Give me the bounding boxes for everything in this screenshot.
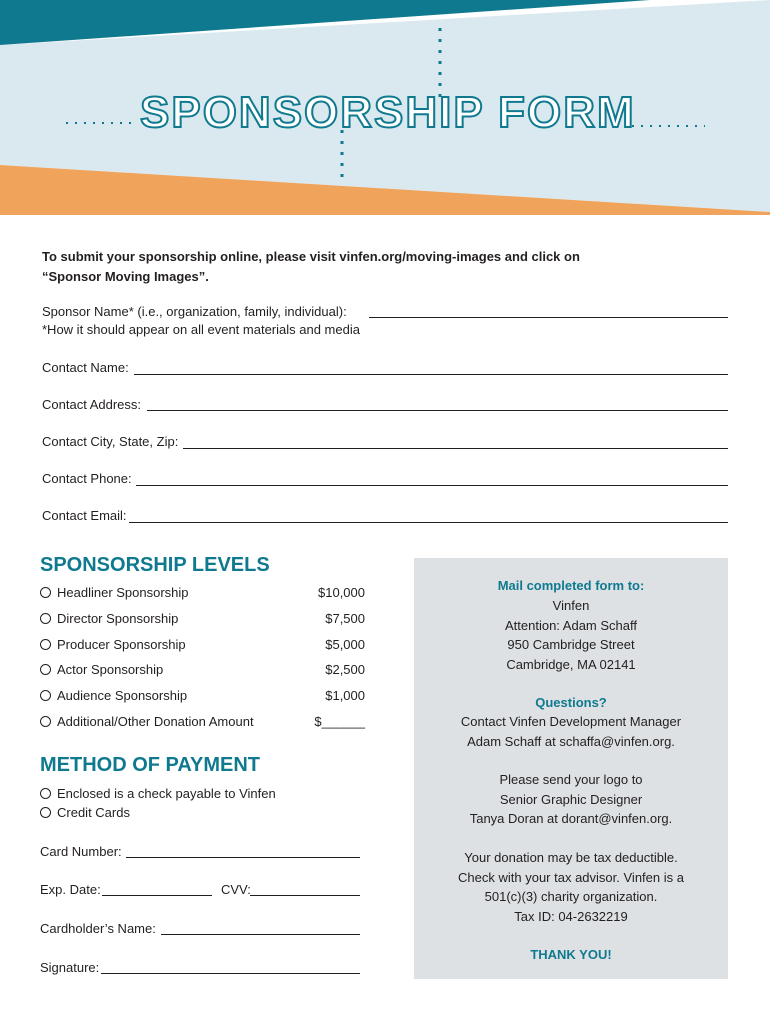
- other-amount-field[interactable]: $______: [314, 714, 365, 729]
- level-amount: $2,500: [325, 662, 365, 677]
- level-option[interactable]: [40, 611, 178, 626]
- payment-option-label: Credit Cards: [57, 805, 130, 820]
- sponsor-name-label: Sponsor Name* (i.e., organization, family, individual):: [42, 304, 347, 319]
- contact-email-label: Contact Email:: [42, 508, 127, 523]
- contact-address-field[interactable]: [147, 410, 728, 411]
- sponsor-name-note: *How it should appear on all event materials and media: [42, 322, 360, 337]
- signature-label: Signature:: [40, 960, 100, 975]
- level-label: Additional/Other Donation Amount: [57, 714, 254, 729]
- mail-address-line: Cambridge, MA 02141: [506, 656, 636, 672]
- logo-line: Senior Graphic Designer: [499, 791, 643, 807]
- card-number-label: Card Number:: [40, 844, 122, 859]
- level-label: Director Sponsorship: [57, 611, 179, 626]
- level-amount: $1,000: [325, 688, 365, 703]
- contact-city-label: Contact City, State, Zip:: [42, 434, 179, 449]
- contact-email-field[interactable]: [129, 522, 728, 523]
- intro-line-2: “Sponsor Moving Images”.: [42, 269, 209, 284]
- signature-field[interactable]: [101, 973, 360, 974]
- questions-heading: Questions?: [535, 695, 607, 710]
- level-amount: $7,500: [325, 611, 365, 626]
- mail-info-box: [414, 558, 728, 979]
- contact-city-field[interactable]: [183, 448, 728, 449]
- thank-you: THANK YOU!: [530, 947, 612, 962]
- intro-line-1: To submit your sponsorship online, please visit vinfen.org/moving-images and click on: [42, 249, 580, 264]
- contact-phone-label: Contact Phone:: [42, 471, 132, 486]
- level-option[interactable]: [40, 662, 163, 677]
- cardholder-name-label: Cardholder’s Name:: [40, 921, 156, 936]
- radio-circle-icon[interactable]: [40, 664, 51, 675]
- level-label: Audience Sponsorship: [57, 688, 188, 703]
- payment-option-label: Enclosed is a check payable to Vinfen: [57, 786, 276, 801]
- tax-line: 501(c)(3) charity organization.: [484, 889, 658, 904]
- contact-name-label: Contact Name:: [42, 360, 129, 375]
- tax-line: Check with your tax advisor. Vinfen is a: [458, 869, 684, 885]
- mail-heading: Mail completed form to:: [497, 578, 645, 593]
- radio-circle-icon[interactable]: [40, 807, 51, 818]
- level-option[interactable]: [40, 637, 186, 652]
- tax-line: Your donation may be tax deductible.: [464, 850, 678, 865]
- level-option[interactable]: [40, 585, 189, 600]
- exp-date-label: Exp. Date:: [40, 882, 101, 897]
- questions-line: Contact Vinfen Development Manager: [460, 714, 682, 729]
- intro-text: [42, 247, 662, 287]
- sponsor-name-field[interactable]: [369, 317, 728, 318]
- page-title: SPONSORSHIP FORM: [140, 88, 636, 137]
- questions-line: Adam Schaff at schaffa@vinfen.org.: [467, 733, 675, 749]
- mail-address-line: Attention: Adam Schaff: [504, 617, 637, 633]
- cvv-label: CVV:: [221, 882, 251, 897]
- level-label: Actor Sponsorship: [57, 662, 164, 677]
- tax-line: Tax ID: 04-2632219: [514, 908, 628, 924]
- exp-date-field[interactable]: [102, 895, 212, 896]
- payment-option-check[interactable]: [40, 786, 276, 801]
- logo-line: Tanya Doran at dorant@vinfen.org.: [469, 811, 673, 826]
- radio-circle-icon[interactable]: [40, 639, 51, 650]
- contact-address-label: Contact Address:: [42, 397, 141, 412]
- level-label: Producer Sponsorship: [57, 637, 186, 652]
- level-option[interactable]: [40, 688, 187, 703]
- contact-phone-field[interactable]: [136, 485, 728, 486]
- radio-circle-icon[interactable]: [40, 716, 51, 727]
- level-label: Headliner Sponsorship: [57, 585, 189, 600]
- card-number-field[interactable]: [126, 857, 360, 858]
- mail-address-line: 950 Cambridge Street: [507, 637, 635, 652]
- level-option[interactable]: [40, 714, 254, 729]
- radio-circle-icon[interactable]: [40, 690, 51, 701]
- level-amount: $10,000: [318, 585, 365, 600]
- cvv-field[interactable]: [250, 895, 360, 896]
- logo-line: Please send your logo to: [499, 772, 643, 787]
- payment-heading: METHOD OF PAYMENT: [40, 754, 261, 776]
- radio-circle-icon[interactable]: [40, 788, 51, 799]
- cardholder-name-field[interactable]: [161, 934, 360, 935]
- level-amount: $5,000: [325, 637, 365, 652]
- payment-option-card[interactable]: [40, 805, 130, 820]
- sponsorship-levels-heading: SPONSORSHIP LEVELS: [40, 554, 270, 576]
- mail-address-line: Vinfen: [552, 598, 590, 613]
- contact-name-field[interactable]: [134, 374, 728, 375]
- radio-circle-icon[interactable]: [40, 587, 51, 598]
- radio-circle-icon[interactable]: [40, 613, 51, 624]
